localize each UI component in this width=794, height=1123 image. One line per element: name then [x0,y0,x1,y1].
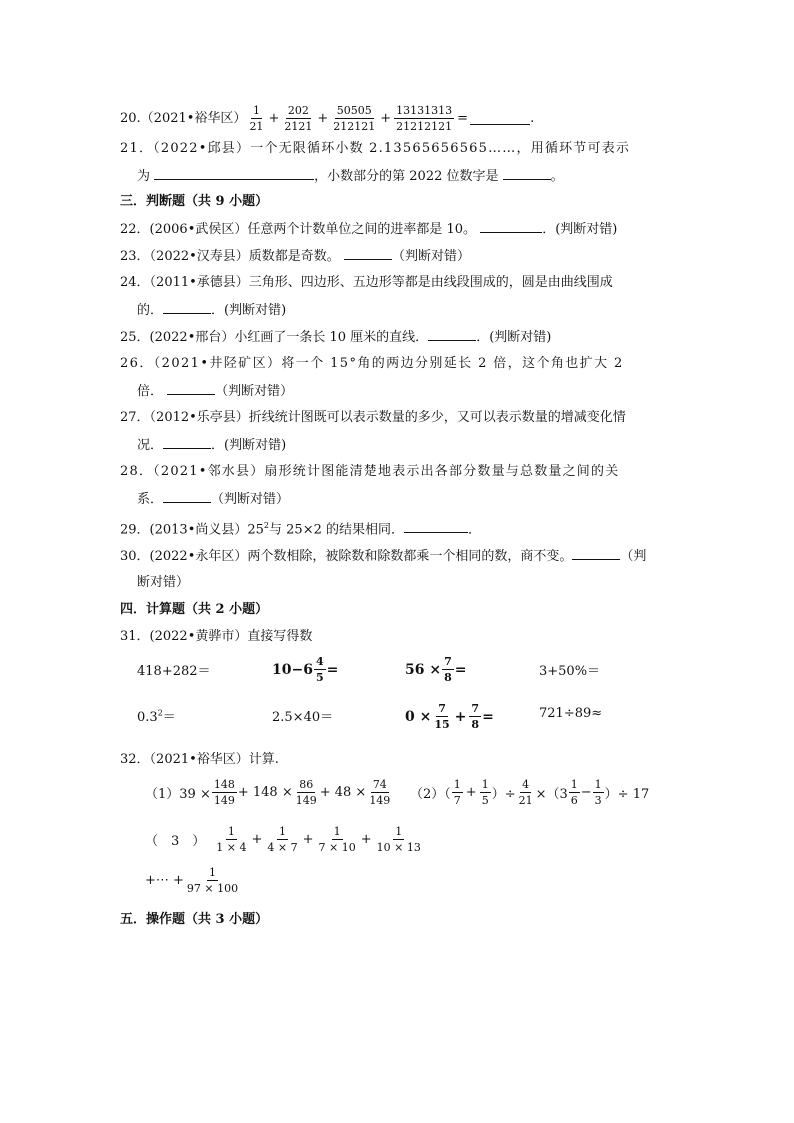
answer-blank[interactable] [167,382,215,395]
answer-blank[interactable] [163,436,211,449]
answer-blank[interactable] [503,167,551,180]
q21-line1: 21．（2022•邱县）一个无限循环小数 2.13565656565……，用循环节可表示 [120,141,631,156]
fraction: $\frac{50505}{212121}$ [333,104,376,133]
q32-part3-cont: +⋯ + $\frac{1}{97 \times 100}$ [145,866,239,895]
question-20: 20.（2021•裕华区） $\frac{1}{21}$ + $\frac{202}{2121}$ + $\frac{50505}{212121}$ + $\frac{13131313}{21212121}$ = . [120,104,535,133]
section-title: 四．计算题（共 2 小题） [120,602,269,617]
question-29: 29．(2013•尚义县）$25^2$与 25×2 的结果相同． ． [120,521,482,538]
q32-part1: （1）39 × $\frac{148}{149}$ + 148 × $\frac{86}{149}$ + 48 × $\frac{74}{149}$ [145,778,391,807]
q21-line2: 为 ，小数部分的第 2022 位数字是 。 [137,169,564,184]
q28-line1: 28．（2021•邻水县）扇形统计图能清楚地表示出各部分数量与总数量之间的关 [120,464,620,479]
answer-blank[interactable] [404,520,468,533]
answer-blank[interactable] [154,167,314,180]
answer-blank[interactable] [163,490,211,503]
answer-blank[interactable] [428,328,476,341]
section-title: 三．判断题（共 9 小题） [120,194,269,209]
q32-part3: （ 3 ） $\frac{1}{1 \times 4}$ + $\frac{1}{4 \times 7}$ + $\frac{1}{7 \times 10}$ + $\frac{1}{10 \times 13}$ [145,825,421,854]
question-25: 25．(2022•邢台）小红画了一条长 10 厘米的直线． ．(判断对错) [120,330,552,345]
q31-r1c2: 10−6 $\frac{4}{5}$ = [272,655,339,684]
question-23: 23．（2022•汉寿县）质数都是奇数。 （判断对错） [120,249,470,264]
q30-line2: 断对错） [137,575,190,590]
answer-blank[interactable] [572,547,620,560]
answer-blank[interactable] [480,220,542,233]
q27-line1: 27．（2012•乐亭县）折线统计图既可以表示数量的多少，又可以表示数量的增减变化情 [120,410,626,425]
q31-r2c2: 2.5×40＝ [272,710,334,725]
question-22: 22．(2006•武侯区）任意两个计数单位之间的进率都是 10。 ．(判断对错) [120,222,618,237]
q27-line2: 况． ．(判断对错) [137,438,287,453]
q31-r2c3: 0 × $\frac{7}{15}$ + $\frac{7}{8}$ = [405,702,494,731]
q26-line2: 倍． （判断对错） [137,384,294,399]
q31-r1c3: 56 × $\frac{7}{8}$ = [405,655,467,684]
fraction: $\frac{13131313}{21212121}$ [396,104,453,133]
fraction: $\frac{202}{2121}$ [284,104,313,133]
section-title: 五．操作题（共 3 小题） [120,912,269,927]
q28-line2: 系． （判断对错） [137,492,290,507]
q32-title: 32．（2021•裕华区）计算. [120,752,279,767]
q31-title: 31．(2022•黄骅市）直接写得数 [120,629,313,644]
q31-r1c4: 3+50%＝ [539,664,601,679]
q26-line1: 26．（2021•井陉矿区）将一个 15°角的两边分别延长 2 倍，这个角也扩大 2 [120,356,624,371]
q30-line1: 30．(2022•永年区）两个数相除，被除数和除数都乘一个相同的数，商不变。 （判 [120,549,647,564]
q24-line2: 的． ．(判断对错) [137,303,287,318]
q20-prefix: 20.（2021•裕华区） [120,110,247,126]
answer-blank[interactable] [163,301,211,314]
q32-part2: （2）（ $\frac{1}{7}$ + $\frac{1}{5}$ ）÷ $\frac{4}{21}$ ×（3 $\frac{1}{6}$ − $\frac{1}{3}$ ）÷ 17 [410,778,650,807]
q31-r2c1: $0.3^2=$ [137,708,176,725]
answer-blank[interactable] [344,247,392,260]
q31-r1c1: 418+282＝ [137,664,211,679]
fraction: $\frac{1}{21}$ [249,104,264,133]
q24-line1: 24．（2011•承德县）三角形、四边形、五边形等都是由线段围成的，圆是由曲线围成 [120,275,613,290]
q31-r2c4: 721÷89≈ [539,706,603,721]
answer-blank[interactable] [470,112,530,125]
